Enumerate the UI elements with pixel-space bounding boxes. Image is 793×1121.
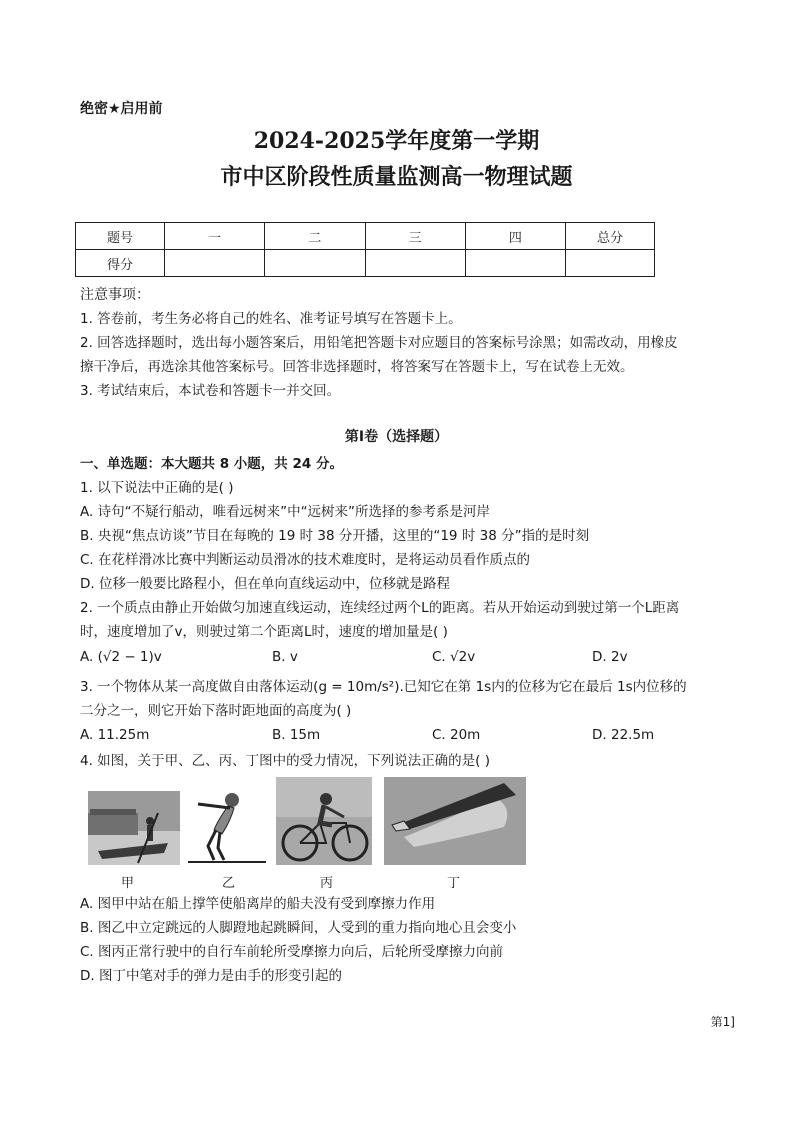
score-input-cell[interactable]: [165, 250, 265, 277]
score-table: [75, 222, 655, 277]
figure-jia-boat-image: [88, 791, 180, 865]
figure-caption-ding: 丁: [447, 876, 461, 891]
q3-option-c: C. 20m: [432, 727, 481, 743]
q3-stem-line2: 二分之一，则它开始下落时距地面的高度为( ): [80, 703, 352, 719]
q2-option-c: C. √2v: [432, 649, 476, 665]
q4-option-a: A. 图甲中站在船上撑竿使船离岸的船夫没有受到摩擦力作用: [80, 896, 436, 912]
exam-subject-title: 市中区阶段性质量监测高一物理试题: [220, 164, 573, 190]
q1-option-b: B. 央视“焦点访谈”节目在每晚的 19 时 38 分开播，这里的“19 时 38 分”指的是时刻: [80, 528, 590, 544]
q4-option-d: D. 图丁中笔对手的弹力是由手的形变引起的: [80, 968, 342, 984]
score-input-cell[interactable]: [566, 250, 655, 277]
score-header-cell: 四: [465, 223, 565, 250]
q1-option-a: A. 诗句“不疑行船动，唯看远树来”中“远树来”所选择的参考系是河岸: [80, 504, 491, 520]
score-header-cell: 一: [165, 223, 265, 250]
figure-ding-pen-image: [384, 777, 526, 865]
figure-caption-yi: 乙: [222, 876, 236, 891]
score-header-cell: 总分: [566, 223, 655, 250]
exam-year-title: 2024-2025学年度第一学期: [253, 128, 540, 154]
score-input-cell[interactable]: [365, 250, 465, 277]
score-header-cell: 题号: [76, 223, 165, 250]
notes-title: 注意事项：: [80, 287, 150, 303]
q2-stem-line1: 2. 一个质点由静止开始做匀加速直线运动，连续经过两个L的距离。若从开始运动到驶过第一个L距离: [80, 600, 680, 616]
figure-caption-jia: 甲: [121, 876, 135, 891]
score-table-score-row: [76, 250, 655, 277]
note-item: 擦干净后，再选涂其他答案标号。回答非选择题时，将答案写在答题卡上，写在试卷上无效。: [80, 359, 634, 375]
q1-stem: 1. 以下说法中正确的是( ): [80, 480, 234, 496]
q4-option-c: C. 图丙正常行驶中的自行车前轮所受摩擦力向后，后轮所受摩擦力向前: [80, 944, 504, 960]
figure-yi-jump-image: [188, 790, 266, 865]
q2-option-b: B. v: [272, 649, 298, 665]
note-item: 2. 回答选择题时，选出每小题答案后，用铅笔把答题卡对应题目的答案标号涂黑；如需改动，用橡皮: [80, 335, 678, 351]
q1-option-d: D. 位移一般要比路程小，但在单向直线运动中，位移就是路程: [80, 576, 450, 592]
q3-option-d: D. 22.5m: [592, 727, 655, 743]
note-item: 3. 考试结束后，本试卷和答题卡一并交回。: [80, 383, 341, 399]
figure-bing-bicycle-image: [276, 777, 372, 865]
q1-option-c: C. 在花样滑冰比赛中判断运动员滑冰的技术难度时，是将运动员看作质点的: [80, 552, 531, 568]
note-item: 1. 答卷前，考生务必将自己的姓名、准考证号填写在答题卡上。: [80, 311, 462, 327]
page-number: 第1]: [710, 1015, 735, 1029]
section-title: 第Ⅰ卷（选择题）: [344, 429, 449, 445]
score-header-cell: 三: [365, 223, 465, 250]
q2-option-d: D. 2v: [592, 649, 628, 665]
part-heading: 一、单选题：本大题共 8 小题，共 24 分。: [80, 456, 343, 472]
q2-option-a: A. (√2 − 1)v: [80, 649, 162, 665]
score-row-label: 得分: [76, 250, 165, 277]
figure-caption-bing: 丙: [320, 876, 334, 891]
score-table-header-row: [76, 223, 655, 250]
score-header-cell: 二: [265, 223, 365, 250]
q4-stem: 4. 如图，关于甲、乙、丙、丁图中的受力情况，下列说法正确的是( ): [80, 753, 490, 769]
secret-label: 绝密★启用前: [80, 101, 163, 117]
q2-stem-line2: 时，速度增加了v，则驶过第二个距离L时，速度的增加量是( ): [80, 624, 448, 640]
q3-option-b: B. 15m: [272, 727, 321, 743]
score-input-cell[interactable]: [465, 250, 565, 277]
q3-option-a: A. 11.25m: [80, 727, 150, 743]
q3-stem-line1: 3. 一个物体从某一高度做自由落体运动(g = 10m/s²).已知它在第 1s内的位移为它在最后 1s内位移的: [80, 679, 687, 695]
q4-option-b: B. 图乙中立定跳远的人脚蹬地起跳瞬间，人受到的重力指向地心且会变小: [80, 920, 517, 936]
score-input-cell[interactable]: [265, 250, 365, 277]
